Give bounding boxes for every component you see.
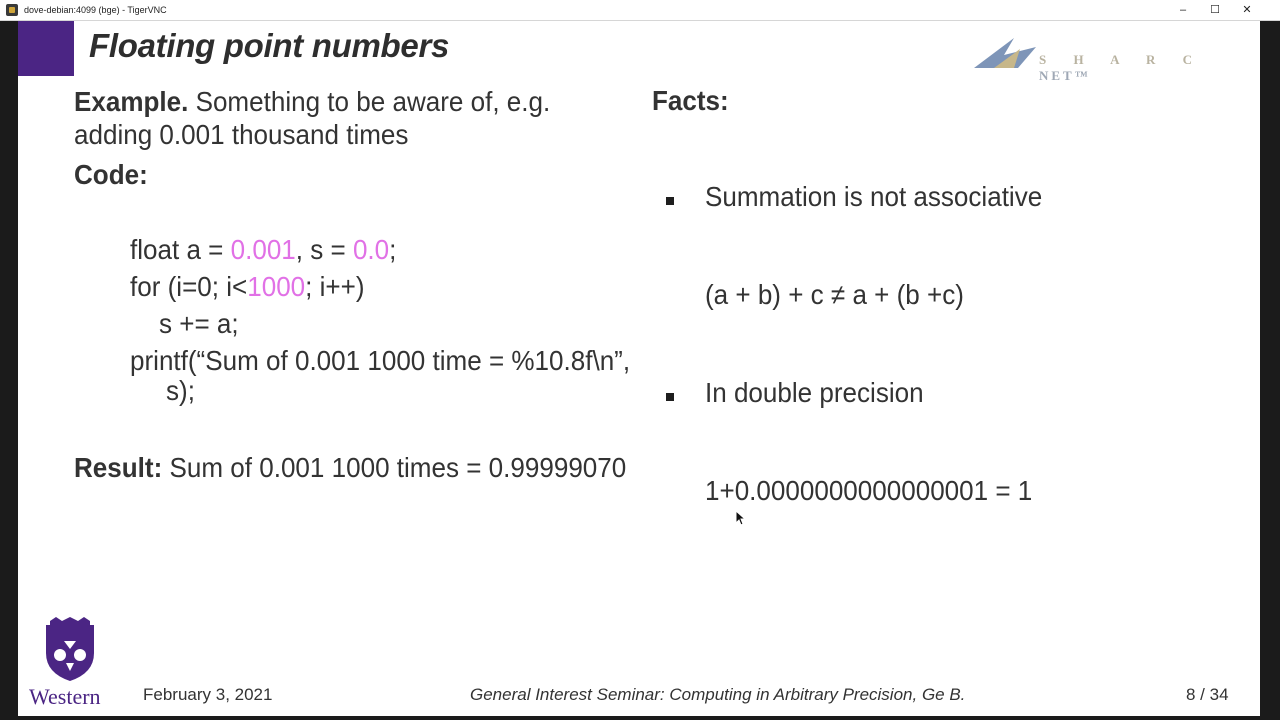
facts-label: Facts:: [652, 85, 729, 116]
fact-associativity: Summation is not associative: [705, 181, 1043, 212]
bullet-icon: [666, 393, 674, 401]
footer-seminar-title: General Interest Seminar: Computing in Arbitrary Precision, Ge B.: [470, 685, 966, 704]
example-label: Example.: [74, 86, 189, 117]
code-line-4: printf(“Sum of 0.001 1000 time = %10.8f\n”,: [130, 345, 631, 376]
close-button[interactable]: ✕: [1242, 4, 1252, 16]
bullet-icon: [666, 197, 674, 205]
sharcnet-wordmark: S H A R C NET™: [1039, 52, 1205, 83]
fact-double-precision: In double precision: [705, 377, 924, 408]
code-text: ; i++): [305, 271, 365, 302]
western-crest-icon: [42, 617, 98, 683]
tigervnc-icon: [6, 4, 18, 16]
slide-page-number: 8 / 34: [1186, 685, 1229, 704]
code-text: ;: [389, 234, 397, 265]
slide-title: Floating point numbers: [89, 27, 450, 64]
code-literal: 0.0: [352, 234, 390, 265]
code-literal: 0.001: [230, 234, 296, 265]
presentation-slide: [18, 21, 1260, 716]
code-line-3: s += a;: [159, 308, 239, 339]
mouse-cursor-icon: [735, 510, 747, 526]
window-frame-left: [0, 0, 18, 720]
code-line-1: [130, 231, 396, 268]
example-text: [74, 85, 550, 151]
maximize-button[interactable]: ☐: [1210, 4, 1220, 16]
example-line-1: Something to be aware of, e.g.: [188, 86, 551, 117]
code-text: for (i=0; i<: [130, 271, 248, 302]
precision-equation: 1+0.0000000000000001 = 1: [705, 475, 1033, 506]
minimize-button[interactable]: –: [1179, 4, 1187, 16]
window-title: dove-debian:4099 (bge) - TigerVNC: [24, 5, 167, 15]
footer-date: February 3, 2021: [143, 685, 273, 704]
associativity-equation: (a + b) + c ≠ a + (b +c): [705, 279, 964, 310]
result-label: Result:: [74, 452, 163, 483]
code-literal: 1000: [247, 271, 306, 302]
code-text: , s =: [295, 234, 353, 265]
code-line-2: [130, 268, 365, 305]
western-wordmark: Western: [29, 684, 101, 709]
example-line-2: adding 0.001 thousand times: [74, 119, 409, 150]
result-text: [74, 452, 626, 484]
vnc-title-bar[interactable]: [0, 0, 1280, 21]
window-frame-right: [1260, 0, 1280, 720]
title-accent-block: [18, 21, 74, 76]
code-line-5: s);: [166, 375, 195, 406]
code-text: float a =: [130, 234, 231, 265]
result-value: Sum of 0.001 1000 times = 0.99999070: [162, 452, 627, 483]
window-frame-bottom: [0, 716, 1280, 720]
code-label: Code:: [74, 159, 148, 190]
